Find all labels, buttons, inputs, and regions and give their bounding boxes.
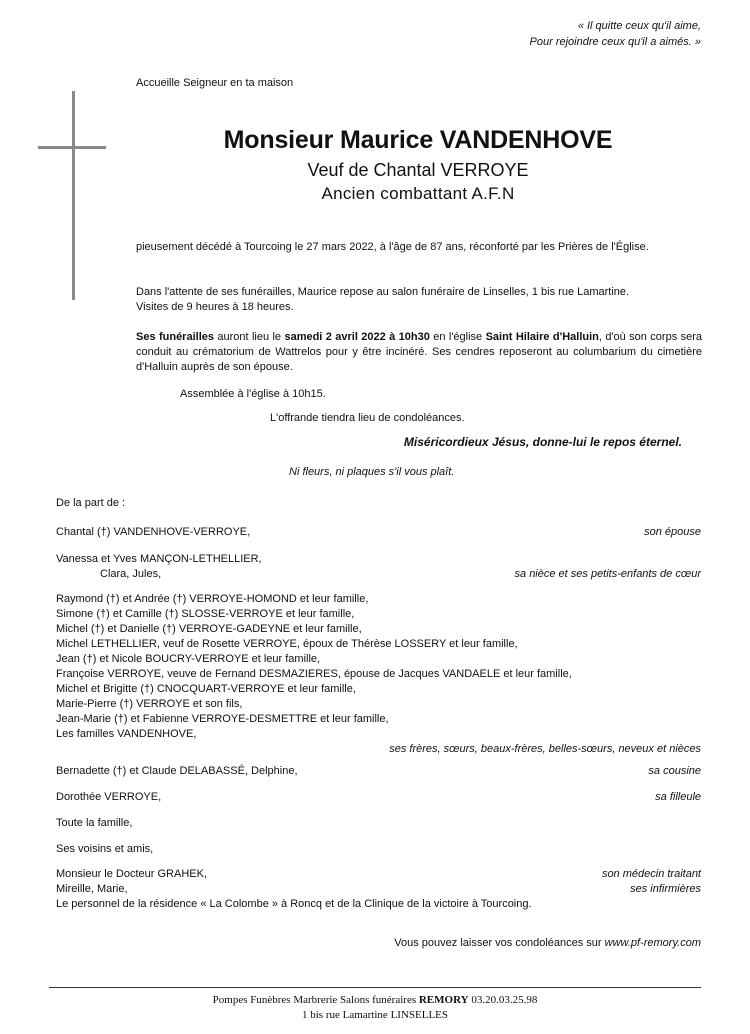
opening-prayer: Accueille Seigneur en ta maison [136, 77, 294, 89]
rest-paragraph-line1: Dans l'attente de ses funérailles, Maurice repose au salon funéraire de Linselles, 1 bis rue Lamartine. [136, 286, 630, 298]
family-nurses-relation: ses infirmières [630, 883, 701, 895]
sibling-item: Jean (†) et Nicole BOUCRY-VERROYE et leur famille, [56, 653, 321, 665]
deceased-title: Ancien combattant A.F.N [321, 184, 515, 203]
family-niece-relation: sa nièce et ses petits-enfants de cœur [514, 568, 701, 580]
funeral-church: Saint Hilaire d'Halluin [485, 331, 599, 343]
family-cousin: Bernadette (†) et Claude DELABASSÉ, Delphine, [56, 765, 298, 777]
condolences-text: Vous pouvez laisser vos condoléances sur [394, 937, 605, 949]
family-staff: Le personnel de la résidence « La Colombe » à Roncq et de la Clinique de la victoire à Tourcoing. [56, 898, 532, 910]
sibling-item: Michel et Brigitte (†) CNOCQUART-VERROYE et leur famille, [56, 683, 356, 695]
family-goddaughter: Dorothée VERROYE, [56, 791, 162, 803]
footer-company-text: Pompes Funèbres Marbrerie Salons funéraires [212, 994, 419, 1006]
rest-paragraph-line2: Visites de 9 heures à 18 heures. [136, 301, 294, 313]
family-wife-relation: son épouse [644, 526, 701, 538]
assembly-time: Assemblée à l'église à 10h15. [180, 388, 326, 400]
from-label: De la part de : [56, 497, 126, 509]
condolences-note [394, 936, 701, 951]
funeral-paragraph [136, 330, 702, 375]
death-paragraph: pieusement décédé à Tourcoing le 27 mars 2022, à l'âge de 87 ans, réconforté par les Prières de l'Église. [136, 241, 649, 253]
sibling-item: Les familles VANDENHOVE, [56, 728, 197, 740]
funeral-label: Ses funérailles [136, 331, 214, 343]
flowers-note: Ni fleurs, ni plaques s'il vous plaît. [289, 466, 455, 478]
family-doctor-relation: son médecin traitant [601, 868, 701, 880]
family-niece-line2: Clara, Jules, [100, 568, 162, 580]
family-goddaughter-relation: sa filleule [655, 791, 701, 803]
family-neighbors: Ses voisins et amis, [56, 843, 154, 855]
funeral-text-3: , d'où son corps sera conduit au crématorium de Wattrelos pour y être incinéré. Ses cendres reposeront au columbarium du cimetière d'Halluin auprès de son épouse. [136, 331, 702, 373]
quote-line-1: « Il quitte ceux qu'il aime, [577, 20, 701, 32]
condolences-site-link[interactable]: www.pf-remory.com [604, 937, 701, 949]
family-all: Toute la famille, [56, 817, 133, 829]
closing-prayer: Miséricordieux Jésus, donne-lui le repos éternel. [403, 435, 682, 449]
footer-company-line [0, 993, 750, 1007]
epigraph-quote [530, 18, 701, 50]
funeral-text-1: auront lieu le [214, 331, 285, 343]
family-doctor: Monsieur le Docteur GRAHEK, [56, 868, 207, 880]
sibling-item: Françoise VERROYE, veuve de Fernand DESMAZIERES, épouse de Jacques VANDAELE et leur famille, [56, 668, 572, 680]
sibling-item: Jean-Marie (†) et Fabienne VERROYE-DESMETTRE et leur famille, [56, 713, 389, 725]
family-nurses: Mireille, Marie, [56, 883, 128, 895]
footer-divider [49, 987, 701, 988]
footer-company-name: REMORY [418, 994, 469, 1006]
footer-address: 1 bis rue Lamartine LINSELLES [301, 1009, 449, 1021]
funeral-date: samedi 2 avril 2022 à 10h30 [284, 331, 430, 343]
sibling-item: Raymond (†) et Andrée (†) VERROYE-HOMOND et leur famille, [56, 593, 369, 605]
deceased-name: Monsieur Maurice VANDENHOVE [223, 126, 613, 154]
sibling-item: Michel LETHELLIER, veuf de Rosette VERROYE, époux de Thérèse LOSSERY et leur famille, [56, 638, 518, 650]
family-niece-line1: Vanessa et Yves MANÇON-LETHELLIER, [56, 553, 262, 565]
sibling-item: Michel (†) et Danielle (†) VERROYE-GADEYNE et leur famille, [56, 623, 362, 635]
family-wife: Chantal (†) VANDENHOVE-VERROYE, [56, 526, 251, 538]
family-cousin-relation: sa cousine [648, 765, 701, 777]
footer-phone: 03.20.03.25.98 [468, 994, 538, 1006]
siblings-relation: ses frères, sœurs, beaux-frères, belles-sœurs, neveux et nièces [389, 743, 701, 755]
quote-line-2: Pour rejoindre ceux qu'il a aimés. » [529, 36, 701, 48]
funeral-text-2: en l'église [429, 331, 486, 343]
sibling-item: Marie-Pierre (†) VERROYE et son fils, [56, 698, 243, 710]
deceased-widower: Veuf de Chantal VERROYE [307, 160, 529, 180]
sibling-item: Simone (†) et Camille (†) SLOSSE-VERROYE et leur famille, [56, 608, 355, 620]
offering-note: L'offrande tiendra lieu de condoléances. [270, 412, 465, 424]
